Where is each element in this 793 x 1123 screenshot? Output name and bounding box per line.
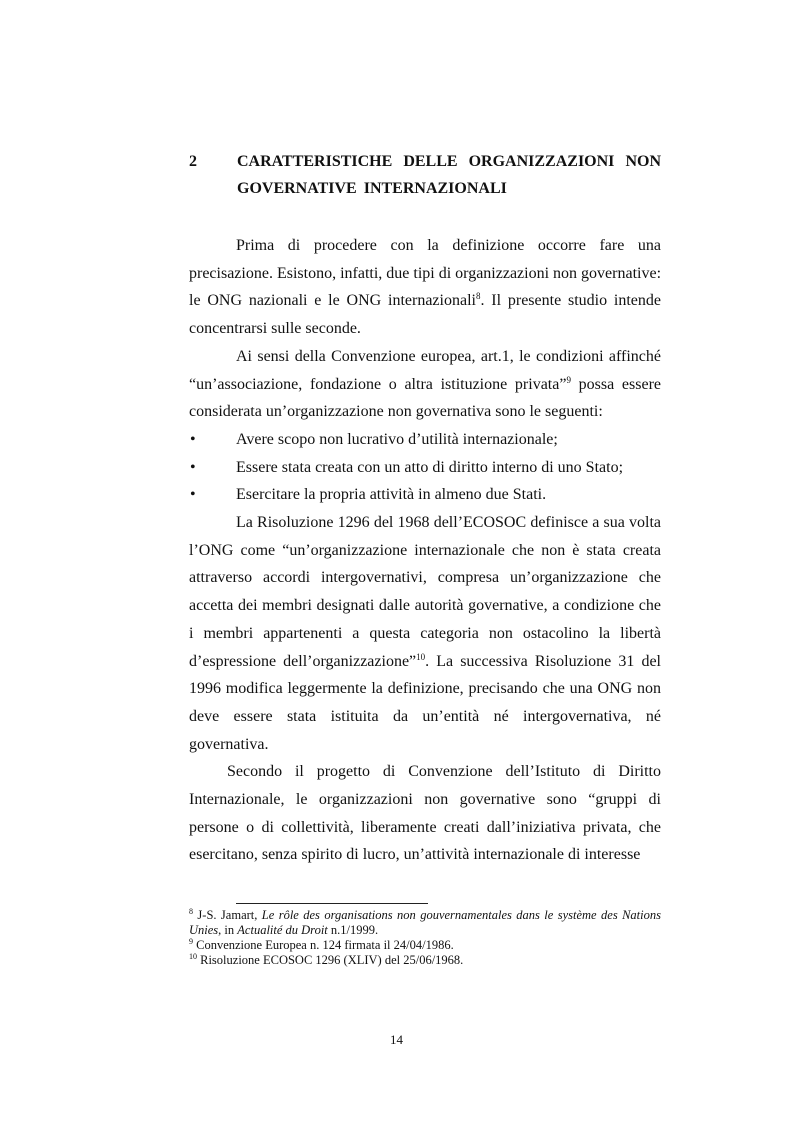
- footnote-text: Risoluzione ECOSOC 1296 (XLIV) del 25/06/1968.: [197, 953, 464, 967]
- paragraph-text: possa essere considerata un’organizzazione non governativa sono le seguenti:: [189, 375, 662, 421]
- footnote-9: [189, 938, 661, 953]
- body-text: [189, 232, 661, 869]
- bullet-icon: •: [190, 486, 196, 504]
- section-title: CARATTERISTICHE DELLE ORGANIZZAZIONI NON GOVERNATIVE INTERNAZIONALI: [237, 153, 661, 197]
- footnote-ref-10: 10: [416, 651, 426, 662]
- footnote-8: [189, 908, 661, 938]
- paragraph-intro: [189, 232, 661, 343]
- footnote-number: 10: [189, 952, 197, 961]
- footnote-work-title: Le rôle des organisations non gouvernamentales dans le système des Nations Unies: [189, 908, 661, 937]
- conditions-list: [189, 426, 661, 509]
- list-item-text: Esercitare la propria attività in almeno due Stati.: [236, 486, 547, 504]
- paragraph-institute: Secondo il progetto di Convenzione dell’Istituto di Diritto Internazionale, le organizzazioni non governative sono “gruppi di persone o di collettività, liberamente creati dall’iniziativa privata, che esercitano, senza spirito di lucro, un’attività internazionale di interesse: [189, 763, 661, 864]
- footnote-ref-9: 9: [566, 374, 571, 385]
- footnote-ref-8: 8: [475, 291, 481, 302]
- footnote-text: Convenzione Europea n. 124 firmata il 24/04/1986.: [193, 938, 454, 952]
- page-number: 14: [390, 1032, 403, 1047]
- list-item: [189, 481, 661, 509]
- bullet-icon: •: [190, 458, 196, 476]
- bullet-icon: •: [190, 430, 196, 448]
- list-item: [189, 426, 661, 454]
- footnote-number: 9: [189, 937, 193, 946]
- paragraph-text: Prima di procedere con la definizione occorre fare una precisazione. Esistono, infatti, due tipi di organizzazioni non governative: le ONG nazionali e le ONG internazionali: [189, 237, 662, 310]
- footnotes: [189, 908, 661, 968]
- footnote-10: [189, 953, 661, 968]
- footnote-text: J-S. Jamart,: [193, 908, 262, 922]
- list-item: [189, 454, 661, 482]
- section-number: 2: [189, 153, 197, 170]
- footnote-number: 8: [189, 907, 193, 916]
- footnote-divider: [236, 903, 428, 904]
- footnote-text: n.1/1999.: [327, 923, 379, 937]
- section-heading: [189, 148, 661, 202]
- paragraph-text: La Risoluzione 1296 del 1968 dell’ECOSOC definisce a sua volta l’ONG come “un’organizzazione internazionale che non è stata creata attraverso accordi intergovernativi, compresa un’organizzazione che accetta dei membri designati dalle autorità governative, a condizione che i membri appartenenti a questa categoria non ostacolino la libertà d’espressione dell’organizzazione”: [189, 514, 661, 670]
- paragraph-text: Ai sensi della Convenzione europea, art.1, le condizioni affinché “un’associazione, fondazione o altra istituzione privata”: [189, 347, 661, 393]
- paragraph-text: . La successiva Risoluzione 31 del 1996 modifica leggermente la definizione, precisando che una ONG non deve essere stata istituita da un’entità né intergovernativa, né governativa.: [189, 652, 661, 753]
- footnote-text: , in: [218, 923, 238, 937]
- footnote-journal: Actualité du Droit: [237, 923, 328, 937]
- paragraph-convention: [189, 343, 661, 426]
- list-item-text: Avere scopo non lucrativo d’utilità internazionale;: [236, 430, 558, 448]
- paragraph-ecosoc: [189, 509, 661, 758]
- paragraph-text: . Il presente studio intende concentrarsi sulle seconde.: [189, 292, 662, 338]
- list-item-text: Essere stata creata con un atto di diritto interno di uno Stato;: [236, 458, 624, 476]
